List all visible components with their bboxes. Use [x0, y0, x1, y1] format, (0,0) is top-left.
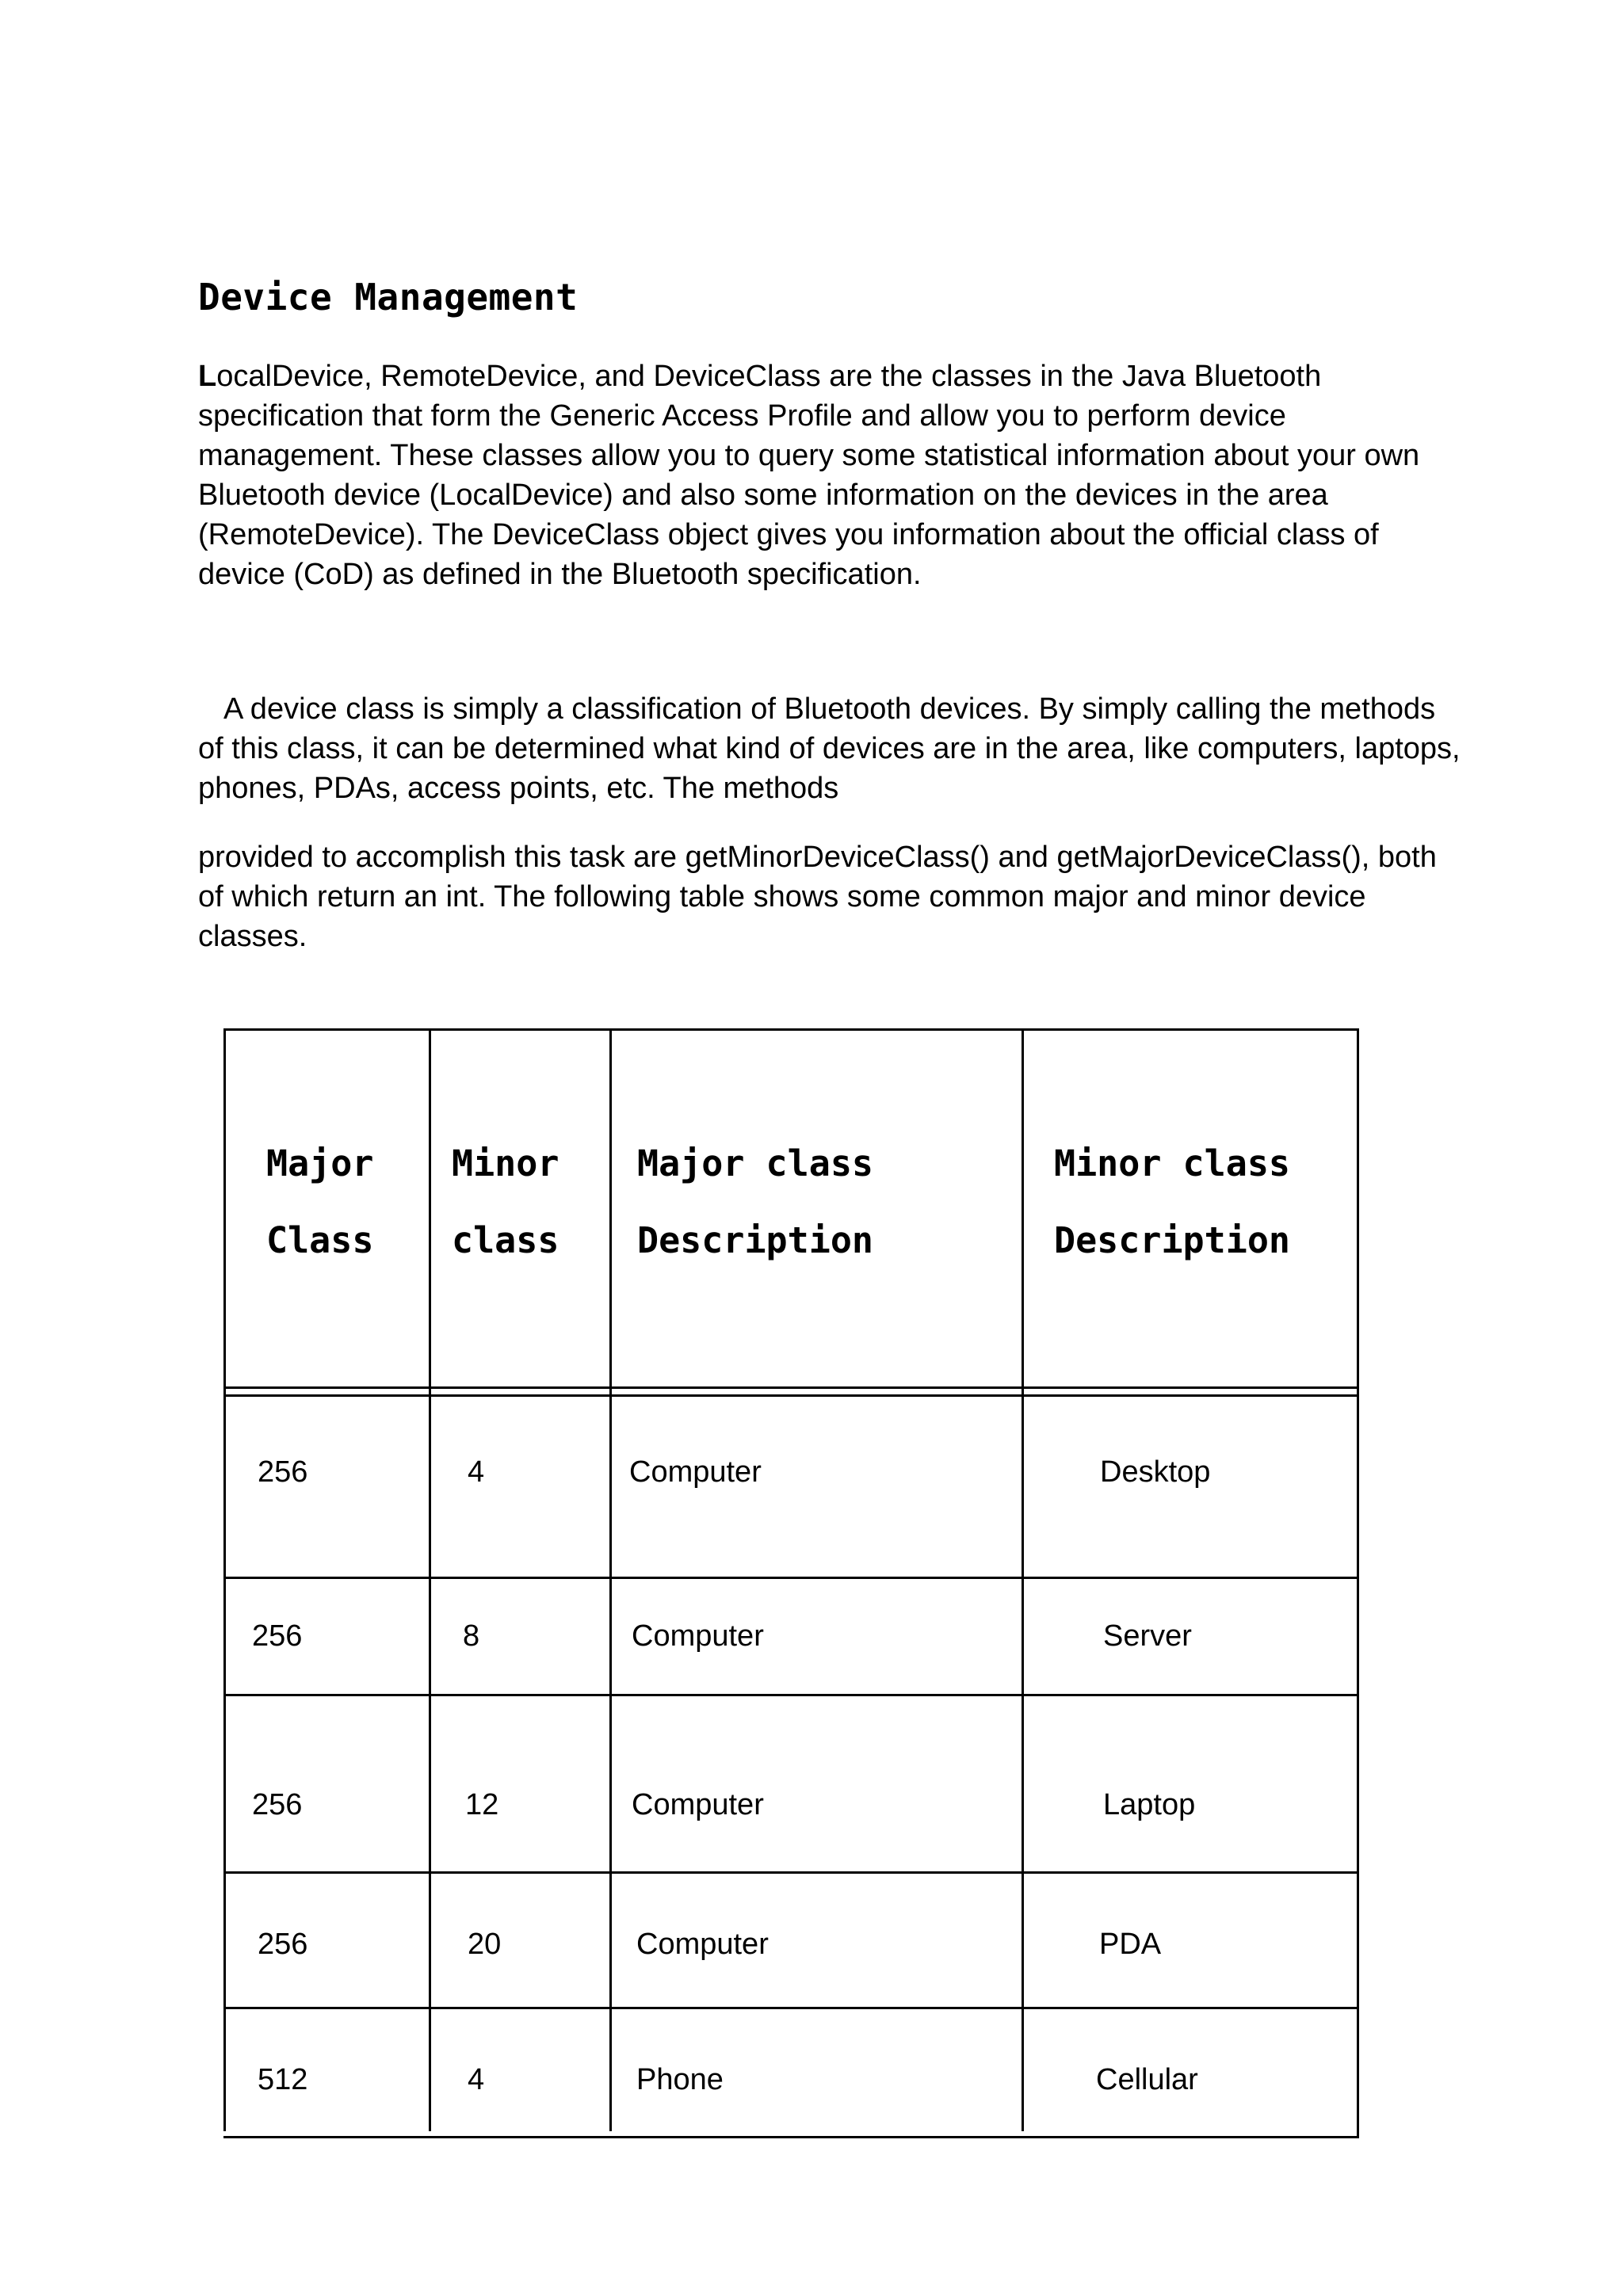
section-heading: Device Management: [198, 276, 579, 318]
intro-text: ocalDevice, RemoteDevice, and DeviceClass are the classes in the Java Bluetooth specification that form the Generic Access Profile and allow you to perform device management. These classes allow you to query some statistical information about your own Bluetooth device (LocalDevice) and also some information on the devices in the area (RemoteDevice). The DeviceClass object gives you information about the official class of device (CoD) as defined in the Bluetooth specification.: [198, 360, 1420, 591]
table-column-divider: [1022, 1028, 1024, 2131]
table-border-bottom: [223, 2136, 1359, 2138]
table-row-divider: [223, 1577, 1359, 1579]
table-column-divider: [429, 1028, 431, 2131]
table-cell: 256: [252, 1619, 303, 1653]
header-minor-class: Minor class: [452, 1142, 559, 1261]
table-cell: 12: [465, 1788, 499, 1821]
paragraph-methods: provided to accomplish this task are getMinorDeviceClass() and getMajorDeviceClass(), both of which return an int. The following table shows some common major and minor device classes.: [198, 841, 1437, 953]
table-cell: 4: [468, 2063, 485, 2096]
table-cell: Desktop: [1100, 1455, 1211, 1489]
table-header-divider: [223, 1386, 1359, 1389]
table-border-top: [223, 1028, 1359, 1031]
table-cell: Server: [1103, 1619, 1192, 1653]
table-column-divider: [609, 1028, 612, 2131]
intro-lead-letter: L: [198, 360, 217, 393]
table-cell: Phone: [636, 2063, 724, 2096]
table-row-divider: [223, 1694, 1359, 1696]
table-cell: Computer: [636, 1928, 769, 1961]
table-header-divider: [223, 1394, 1359, 1397]
table-column-divider: [223, 1028, 226, 2131]
table-cell: 512: [258, 2063, 308, 2096]
table-cell: 256: [252, 1788, 303, 1821]
table-cell: Computer: [632, 1619, 764, 1653]
table-cell: Cellular: [1096, 2063, 1198, 2096]
table-cell: Laptop: [1103, 1788, 1196, 1821]
header-minor-class-description: Minor class Description: [1054, 1142, 1291, 1261]
table-cell: PDA: [1099, 1928, 1162, 1961]
header-major-class-description: Major class Description: [637, 1142, 874, 1261]
paragraph-device-class: A device class is simply a classification of Bluetooth devices. By simply calling the methods of this class, it can be determined what kind of devices are in the area, like computers, laptops, phones, PDAs, access points, etc. The methods: [198, 692, 1461, 805]
table-row-divider: [223, 2007, 1359, 2009]
table-cell: 20: [468, 1928, 502, 1961]
table-cell: 256: [258, 1928, 308, 1961]
table-cell: 8: [463, 1619, 480, 1653]
table-cell: Computer: [629, 1455, 762, 1489]
table-cell: Computer: [632, 1788, 764, 1821]
table-row-divider: [223, 1871, 1359, 1874]
header-major-class: Major Class: [266, 1142, 374, 1261]
table-column-divider: [1357, 1028, 1359, 2138]
table-cell: 256: [258, 1455, 308, 1489]
table-cell: 4: [468, 1455, 485, 1489]
